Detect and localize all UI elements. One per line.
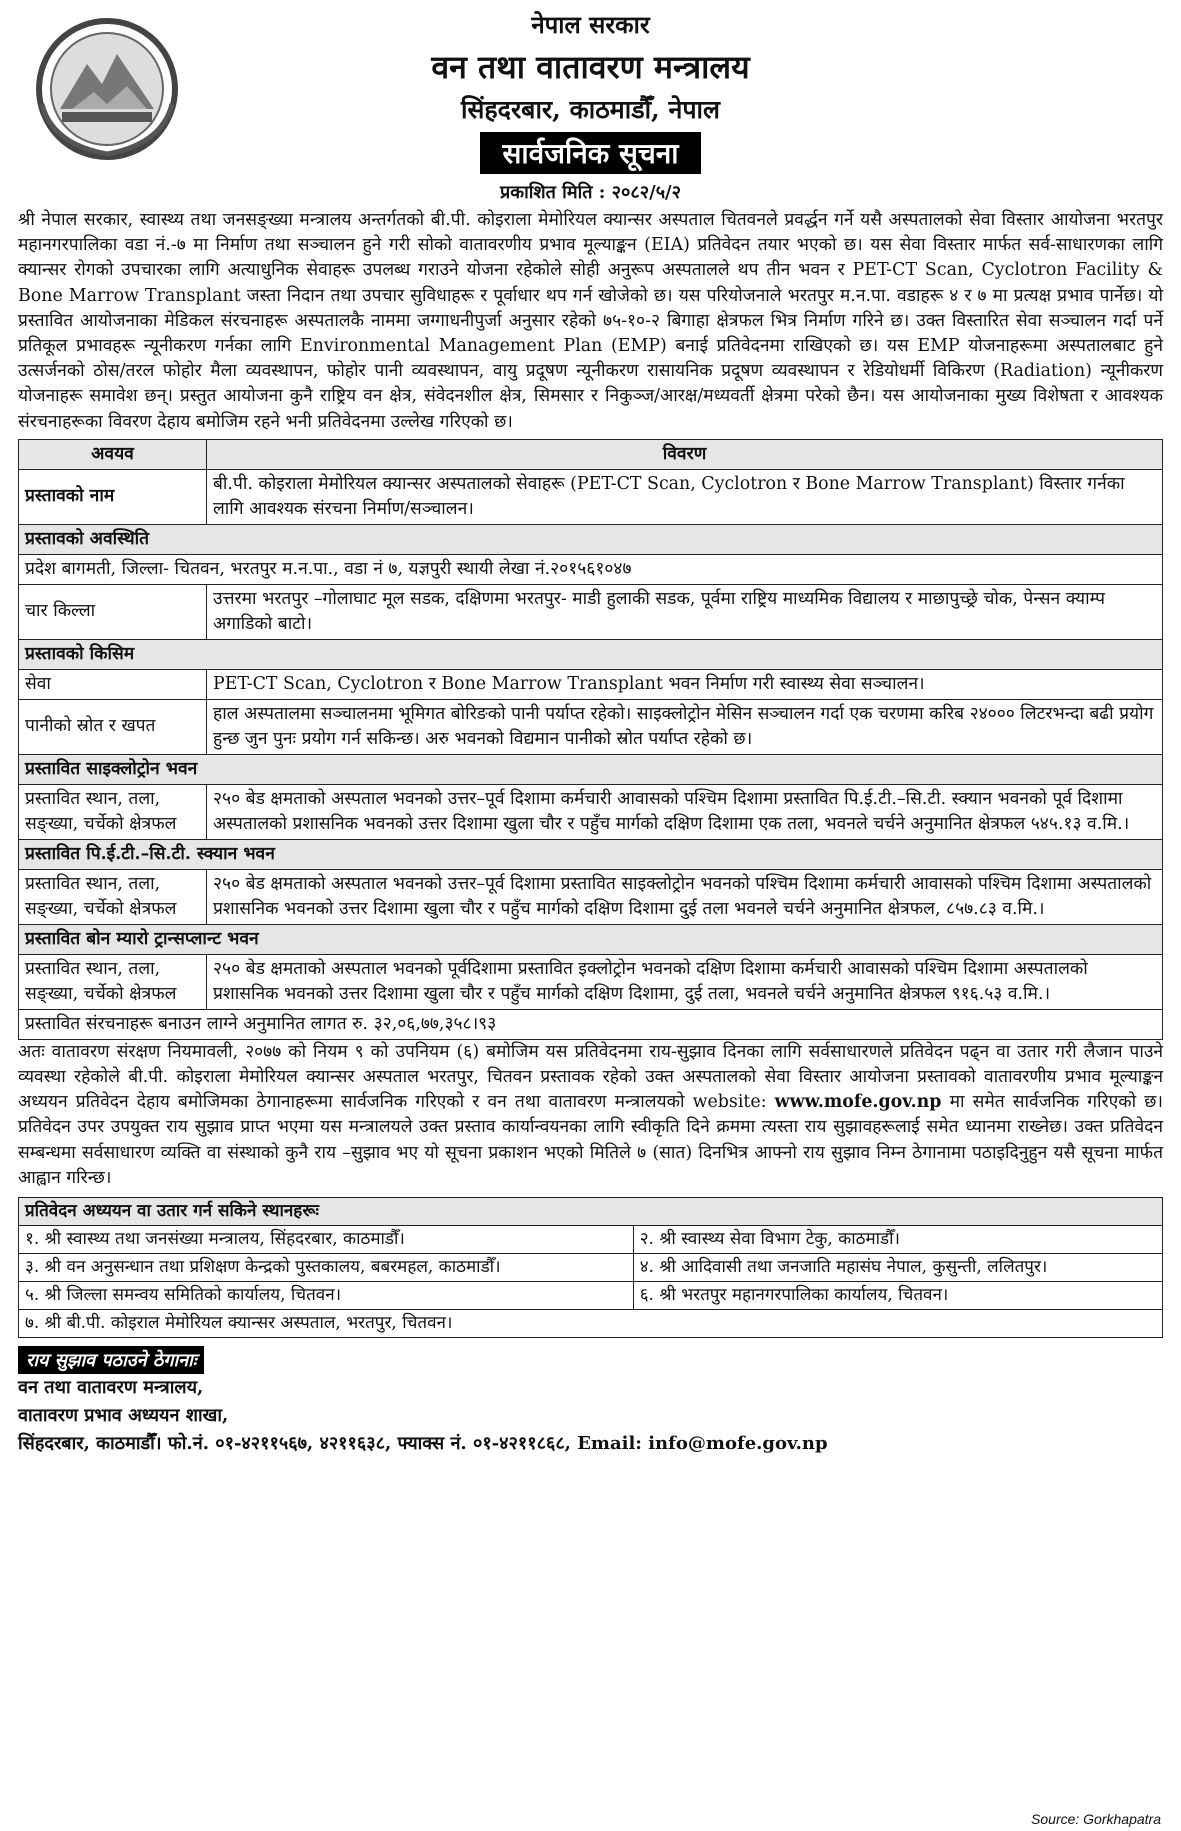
- location-section: प्रस्तावको अवस्थिति: [19, 524, 1163, 554]
- nepal-emblem-icon: [32, 14, 182, 164]
- place-item: ५. श्री जिल्ला समन्वय समितिको कार्यालय, चितवन।: [19, 1282, 634, 1310]
- table-row: [19, 1226, 1163, 1254]
- proposal-name-label: प्रस्तावको नाम: [19, 469, 207, 524]
- closing-text-2: मा समेत सार्वजनिक गरिएको छ। प्रतिवेदन उपर उपयुक्त राय सुझाव प्राप्त भएमा यस मन्त्रालयले उक्त प्रस्ताव कार्यान्वयनका लागि स्वीकृति दिने क्रममा त्यस्ता राय सुझावहरूलाई समेत ध्यानमा राख्नेछ। उक्त प्रतिवेदन सम्बन्धमा सर्वसाधारण व्यक्ति वा संस्थाको कुनै राय –सुझाव भए यो सूचना प्रकाशन भएको मितिले ७ (सात) दिनभित्र आफ्नो राय सुझाव निम्न ठेगानामा पठाइदिनुहुन यसै सूचना मार्फत आह्वान गरिन्छ।: [18, 1092, 1163, 1188]
- section-row: [19, 639, 1163, 669]
- petct-section: प्रस्तावित पि.ई.टी.–सि.टी. स्क्यान भवन: [19, 839, 1163, 869]
- petct-label: प्रस्तावित स्थान, तला, सङ्ख्या, चर्चेको क्षेत्रफल: [19, 869, 207, 924]
- place-item: ६. श्री भरतपुर महानगरपालिका कार्यालय, चितवन।: [633, 1282, 1162, 1310]
- water-label: पानीको स्रोत र खपत: [19, 699, 207, 754]
- table-row: [19, 784, 1163, 839]
- service-label: सेवा: [19, 669, 207, 699]
- column-header-details: विवरण: [207, 439, 1163, 469]
- intro-paragraph: श्री नेपाल सरकार, स्वास्थ्य तथा जनसङ्ख्या मन्त्रालय अन्तर्गतको बी.पी. कोइराला मेमोरियल क्यान्सर अस्पताल चितवनले प्रवर्द्धन गर्ने यसै अस्पतालको सेवा विस्तार आयोजना भरतपुर महानगरपालिका वडा नं.-७ मा निर्माण तथा सञ्चालन हुने गरी सोको वातावरणीय प्रभाव मूल्याङ्कन (EIA) प्रतिवेदन तयार भएको छ। यस सेवा विस्तार मार्फत सर्व-साधारणका लागि क्यान्सर रोगको उपचारका लागि अत्याधुनिक सेवाहरू उपलब्ध गराउने योजना रहेकोले सोही अनुरूप अस्पतालले थप तीन भवन र PET-CT Scan, Cyclotron Facility & Bone Marrow Transplant जस्ता निदान तथा उपचार सुविधाहरू र पूर्वाधार थप गर्न खोजेको छ। यस परियोजनाले भरतपुर म.न.पा. वडाहरू ४ र ७ मा प्रत्यक्ष प्रभाव पार्नेछ। यो प्रस्तावित आयोजनाका मेडिकल संरचनाहरू अस्पतालकै नाममा जग्गाधनीपुर्जा अनुसार रहेको ७५-१०-२ बिगाहा क्षेत्रफल भित्र निर्माण गरिने छ। उक्त विस्तारित सेवा सञ्चालन गर्दा पर्ने प्रतिकूल प्रभावहरू न्यूनीकरण गर्नका लागि Environmental Management Plan (EMP) बनाई प्रतिवेदनमा राखिएको छ। यस EMP योजनाहरूमा अस्पतालबाट हुने उत्सर्जनको ठोस/तरल फोहोर मैला व्यवस्थापन, फोहोर पानी व्यवस्थापन, वायु प्रदूषण न्यूनीकरण रासायनिक प्रदूषण व्यवस्थापन र रेडियोधर्मी विकिरण (Radiation) न्यूनीकरण योजनाहरू समावेश छन्। प्रस्तुत आयोजना कुनै राष्ट्रिय वन क्षेत्र, संवेदनशील क्षेत्र, सिमसार र निकुञ्ज/आरक्ष/मध्यवर्ती क्षेत्रमा परेको छैन। यस आयोजनाका मुख्य विशेषता र आवश्यक संरचनाहरूका विवरण देहाय बमोजिम रहने भनी प्रतिवेदनमा उल्लेख गरिएको छ।: [18, 210, 1163, 432]
- estimated-cost: प्रस्तावित संरचनाहरू बनाउन लाग्ने अनुमानित लागत रु. ३२,०६,७७,३५८।९३: [19, 1009, 1163, 1039]
- type-section: प्रस्तावको किसिम: [19, 639, 1163, 669]
- bmt-label: प्रस्तावित स्थान, तला, सङ्ख्या, चर्चेको क्षेत्रफल: [19, 954, 207, 1009]
- section-row: [19, 754, 1163, 784]
- location-value: प्रदेश बागमती, जिल्ला- चितवन, भरतपुर म.न.पा., वडा नं ७, यज्ञपुरी स्थायी लेखा नं.२०१५६१०४७: [19, 554, 1163, 584]
- proposal-name-value: बी.पी. कोइराला मेमोरियल क्यान्सर अस्पतालको सेवाहरू (PET-CT Scan, Cyclotron र Bone Marrow Transplant) विस्तार गर्नका लागि आवश्यक संरचना निर्माण/सञ्चालन।: [207, 469, 1163, 524]
- closing-text: अतः वातावरण संरक्षण नियमावली, २०७७ को नियम ९ को उपनियम (६) बमोजिम यस प्रतिवेदनमा राय-सुझाव दिनका लागि सर्वसाधारणले प्रतिवेदन पढ्न वा उतार गरी लैजान पाउने व्यवस्था रहेकोले बी.पी. कोइराला मेमोरियल क्यान्सर अस्पताल भरतपुर, चितवन प्रस्तावक रहेको उक्त अस्पतालको सेवा विस्तार आयोजना प्रस्तावको वातावरणीय प्रभाव मूल्याङ्कन अध्ययन प्रतिवेदन देहाय बमोजिमका ठेगानाहरूमा सार्वजनिक गरिएको र वन तथा वातावरण मन्त्रालयको website:: [18, 1041, 1163, 1113]
- column-header-component: अवयव: [19, 439, 207, 469]
- place-item: ३. श्री वन अनुसन्धान तथा प्रशिक्षण केन्द्रको पुस्तकालय, बबरमहल, काठमाडौँ।: [19, 1254, 634, 1282]
- table-row: [19, 584, 1163, 639]
- boundary-label: चार किल्ला: [19, 584, 207, 639]
- water-value: हाल अस्पतालमा सञ्चालनमा भूमिगत बोरिङको पानी पर्याप्त रहेको। साइक्लोट्रोन मेसिन सञ्चालन गर्दा एक चरणमा करिब २४००० लिटरभन्दा बढी प्रयोग हुन्छ जुन पुनः प्रयोग गर्न सकिन्छ। अरु भवनको विद्यमान पानीको स्रोत पर्याप्त रहेको छ।: [207, 699, 1163, 754]
- table-row: [19, 1310, 1163, 1338]
- table-row: [19, 1009, 1163, 1039]
- ministry-name: वन तथा वातावरण मन्त्रालय: [431, 48, 750, 86]
- published-date: प्रकाशित मिति : २०८२/५/२: [500, 182, 681, 203]
- address-line-1: वन तथा वातावरण मन्त्रालय,: [18, 1377, 204, 1399]
- section-row: [19, 924, 1163, 954]
- table-row: [19, 554, 1163, 584]
- cyclotron-section: प्रस्तावित साइक्लोट्रोन भवन: [19, 754, 1163, 784]
- address-line-3: सिंहदरबार, काठमाडौँ। फो.नं. ०१-४२११५६७, ४२११६३८, फ्याक्स नं. ०१-४२११८६८, Email: info@mofe.gov.np: [18, 1433, 828, 1455]
- table-row: [19, 1282, 1163, 1310]
- place-item: ७. श्री बी.पी. कोइराल मेमोरियल क्यान्सर अस्पताल, भरतपुर, चितवन।: [19, 1310, 1163, 1338]
- closing-paragraph: [18, 1040, 1163, 1191]
- section-row: [19, 839, 1163, 869]
- address-line-2: वातावरण प्रभाव अध्ययन शाखा,: [18, 1405, 229, 1427]
- places-table: [18, 1197, 1163, 1338]
- table-row: [19, 954, 1163, 1009]
- place-item: ४. श्री आदिवासी तथा जनजाति महासंघ नेपाल, कुसुन्ती, ललितपुर।: [633, 1254, 1162, 1282]
- bmt-value: २५० बेड क्षमताको अस्पताल भवनको पूर्वदिशामा प्रस्तावित इक्लोट्रोन भवनको दक्षिण दिशामा कर्मचारी आवासको पश्चिम दिशामा अस्पतालको प्रशासनिक भवनको उत्तर दिशामा खुला चौर र पहुँच मार्गको दक्षिण दिशामा, दुई तला, भवनले चर्चने अनुमानित क्षेत्रफल ९१६.५३ व.मि.।: [207, 954, 1163, 1009]
- table-row: [19, 1254, 1163, 1282]
- boundary-value: उत्तरमा भरतपुर –गोलाघाट मूल सडक, दक्षिणमा भरतपुर- माडी हुलाकी सडक, पूर्वमा राष्ट्रिय माध्यमिक विद्यालय र माछापुच्छ्रे चोक, पेन्सन क्याम्प अगाडिको बाटो।: [207, 584, 1163, 639]
- bmt-section: प्रस्तावित बोन म्यारो ट्रान्सप्लान्ट भवन: [19, 924, 1163, 954]
- service-value: PET-CT Scan, Cyclotron र Bone Marrow Transplant भवन निर्माण गरी स्वास्थ्य सेवा सञ्चालन।: [207, 669, 1163, 699]
- places-header-row: [19, 1198, 1163, 1226]
- details-table: [18, 439, 1163, 1040]
- government-name: नेपाल सरकार: [531, 10, 650, 39]
- places-heading: प्रतिवेदन अध्ययन वा उतार गर्न सकिने स्थानहरूः: [19, 1198, 1163, 1226]
- header-text: [18, 8, 1163, 174]
- address-heading: राय सुझाव पठाउने ठेगानाः: [18, 1346, 204, 1374]
- section-row: [19, 524, 1163, 554]
- notice-header: [18, 8, 1163, 208]
- source-credit: Source: Gorkhapatra: [1031, 1811, 1161, 1827]
- cyclotron-label: प्रस्तावित स्थान, तला, सङ्ख्या, चर्चेको क्षेत्रफल: [19, 784, 207, 839]
- notice-title: सार्वजनिक सूचना: [480, 132, 700, 174]
- table-row: [19, 469, 1163, 524]
- website-link[interactable]: www.mofe.gov.np: [774, 1092, 942, 1113]
- cyclotron-value: २५० बेड क्षमताको अस्पताल भवनको उत्तर–पूर्व दिशामा कर्मचारी आवासको पश्चिम दिशामा प्रस्तावित पि.ई.टी.–सि.टी. स्क्यान भवनको पूर्व दिशामा अस्पतालको प्रशासनिक भवनको उत्तर दिशामा खुला चौर र पहुँच मार्गको दक्षिण दिशामा एक तला, भवनले चर्चने अनुमानित क्षेत्रफल ५४५.१३ व.मि.।: [207, 784, 1163, 839]
- table-row: [19, 669, 1163, 699]
- table-row: [19, 869, 1163, 924]
- ministry-address: सिंहदरबार, काठमाडौँ, नेपाल: [461, 95, 720, 124]
- table-header-row: [19, 439, 1163, 469]
- place-item: २. श्री स्वास्थ्य सेवा विभाग टेकु, काठमाडौँ।: [633, 1226, 1162, 1254]
- place-item: १. श्री स्वास्थ्य तथा जनसंख्या मन्त्रालय, सिंहदरबार, काठमाडौँ।: [19, 1226, 634, 1254]
- petct-value: २५० बेड क्षमताको अस्पताल भवनको उत्तर–पूर्व दिशामा प्रस्तावित साइक्लोट्रोन भवनको पश्चिम दिशामा कर्मचारी आवासको पश्चिम दिशामा अस्पतालको प्रशासनिक भवनको उत्तर दिशामा खुला चौर र पहुँच मार्गको दक्षिण दिशामा दुई तला भवनले चर्चने अनुमानित क्षेत्रफल, ८५७.८३ व.मि.।: [207, 869, 1163, 924]
- table-row: [19, 699, 1163, 754]
